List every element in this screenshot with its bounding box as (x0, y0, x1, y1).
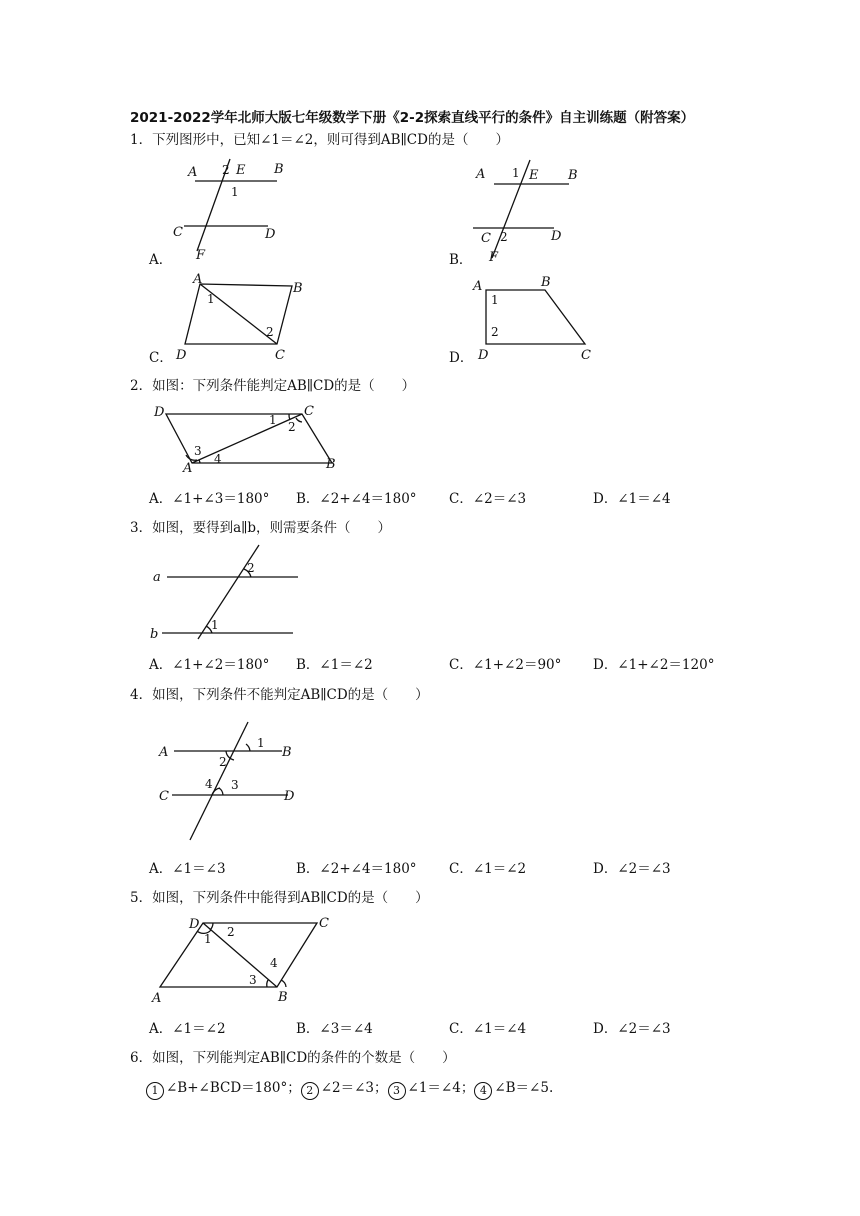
q1b-label-C: C (481, 231, 491, 246)
question-6-stem: 6．如图，下列能判定AB∥CD的条件的个数是（ ） (130, 1050, 456, 1066)
q3-figure (150, 542, 310, 642)
q1c-label-D: D (176, 348, 187, 363)
question-1-stem: 1．下列图形中，已知∠1＝∠2，则可得到AB∥CD的是（ ） (130, 132, 509, 148)
q1d-label-1: 1 (491, 293, 499, 307)
q5-figure (150, 912, 340, 1007)
q6-item-3-text: ∠1＝∠4； (407, 1080, 475, 1096)
q5-option-C: C．∠1＝∠4 (449, 1021, 527, 1037)
q2-option-D: D．∠1＝∠4 (593, 491, 671, 507)
q1b-label-A: A (476, 167, 486, 182)
q1c-label-2: 2 (266, 325, 274, 339)
q1-figure-a (170, 155, 290, 263)
q3-label-2: 2 (247, 561, 255, 575)
q4-figure (150, 720, 310, 845)
q1a-label-B: B (274, 162, 284, 177)
q1b-label-1: 1 (512, 166, 520, 180)
q1d-label-2: 2 (491, 325, 499, 339)
q2-label-C: C (304, 404, 314, 419)
q4-label-1: 1 (257, 736, 265, 750)
q1a-label-F: F (196, 248, 206, 263)
q1c-label-1: 1 (207, 292, 215, 306)
q3-option-A: A．∠1+∠2＝180° (149, 657, 270, 673)
q5-option-D: D．∠2＝∠3 (593, 1021, 671, 1037)
q4-label-2: 2 (219, 755, 227, 769)
q1a-label-C: C (173, 225, 183, 240)
q2-label-B: B (326, 457, 336, 472)
q1c-label-C: C (275, 348, 285, 363)
q1d-label-B: B (541, 275, 551, 290)
q6-item-1-text: ∠B+∠BCD＝180°； (166, 1080, 301, 1096)
q3-label-1: 1 (211, 618, 219, 632)
q1a-label-E: E (236, 163, 246, 178)
q1c-label-B: B (293, 281, 303, 296)
q5-label-A: A (152, 991, 162, 1006)
q1-figure-c (170, 272, 310, 362)
q5-label-B: B (278, 990, 288, 1005)
question-3-stem: 3．如图，要得到a∥b，则需要条件（ ） (130, 520, 392, 536)
q1-figure-b (470, 160, 590, 265)
q4-label-A: A (159, 745, 169, 760)
q1b-label-B: B (568, 168, 578, 183)
q1b-label-F: F (489, 250, 499, 265)
q3-option-D: D．∠1+∠2＝120° (593, 657, 715, 673)
page-title: 2021-2022学年北师大版七年级数学下册《2-2探索直线平行的条件》自主训练题（附答案） (130, 110, 695, 126)
question-2-stem: 2．如图：下列条件能判定AB∥CD的是（ ） (130, 378, 416, 394)
q2-label-D: D (154, 405, 165, 420)
q5-label-C: C (319, 916, 329, 931)
q6-item-2-mark: 2 (301, 1082, 319, 1100)
q3-option-B: B．∠1＝∠2 (296, 657, 373, 673)
q1c-label-A: A (193, 272, 203, 287)
q1-option-C: C． (149, 350, 173, 366)
q1b-label-2: 2 (500, 230, 508, 244)
q5-label-3: 3 (249, 973, 257, 987)
q6-item-1-mark: 1 (146, 1082, 164, 1100)
q5-option-B: B．∠3＝∠4 (296, 1021, 373, 1037)
q1-option-B: B． (449, 252, 473, 268)
q1d-label-D: D (478, 348, 489, 363)
q1b-label-E: E (529, 168, 539, 183)
q6-item-4-text: ∠B＝∠5. (494, 1080, 554, 1096)
question-4-stem: 4．如图，下列条件不能判定AB∥CD的是（ ） (130, 687, 429, 703)
q1a-label-D: D (265, 227, 276, 242)
q4-option-B: B．∠2+∠4＝180° (296, 861, 417, 877)
q2-option-B: B．∠2+∠4＝180° (296, 491, 417, 507)
q2-option-A: A．∠1+∠3＝180° (149, 491, 270, 507)
q2-label-1: 1 (269, 413, 277, 427)
q1-option-D: D． (449, 350, 474, 366)
q1d-label-C: C (581, 348, 591, 363)
q2-label-4: 4 (214, 452, 222, 466)
q4-label-C: C (159, 789, 169, 804)
q2-label-3: 3 (194, 444, 202, 458)
q4-option-D: D．∠2＝∠3 (593, 861, 671, 877)
q5-label-1: 1 (204, 932, 212, 946)
q5-label-D: D (189, 917, 200, 932)
q1a-label-2: 2 (222, 163, 230, 177)
q1-figure-d (470, 272, 610, 362)
q1a-label-1: 1 (231, 185, 239, 199)
q4-option-C: C．∠1＝∠2 (449, 861, 527, 877)
q6-conditions (146, 1076, 553, 1100)
q5-label-4: 4 (270, 956, 278, 970)
q4-label-B: B (282, 745, 292, 760)
q1-option-A: A． (149, 252, 173, 268)
q6-item-2-text: ∠2＝∠3； (320, 1080, 388, 1096)
q5-label-2: 2 (227, 925, 235, 939)
q3-label-a: a (153, 570, 161, 585)
q2-option-C: C．∠2＝∠3 (449, 491, 527, 507)
q4-label-4: 4 (205, 777, 213, 791)
q6-item-3-mark: 3 (388, 1082, 406, 1100)
question-5-stem: 5．如图，下列条件中能得到AB∥CD的是（ ） (130, 890, 429, 906)
q5-option-A: A．∠1＝∠2 (149, 1021, 226, 1037)
q4-label-3: 3 (231, 778, 239, 792)
q1d-label-A: A (473, 279, 483, 294)
q1b-label-D: D (551, 229, 562, 244)
q4-option-A: A．∠1＝∠3 (149, 861, 226, 877)
q2-label-A: A (183, 461, 193, 476)
q4-label-D: D (284, 789, 295, 804)
q2-figure (150, 400, 350, 475)
q3-label-b: b (150, 627, 159, 642)
q1a-label-A: A (188, 165, 198, 180)
q2-label-2: 2 (288, 420, 296, 434)
q6-item-4-mark: 4 (474, 1082, 492, 1100)
q3-option-C: C．∠1+∠2＝90° (449, 657, 562, 673)
